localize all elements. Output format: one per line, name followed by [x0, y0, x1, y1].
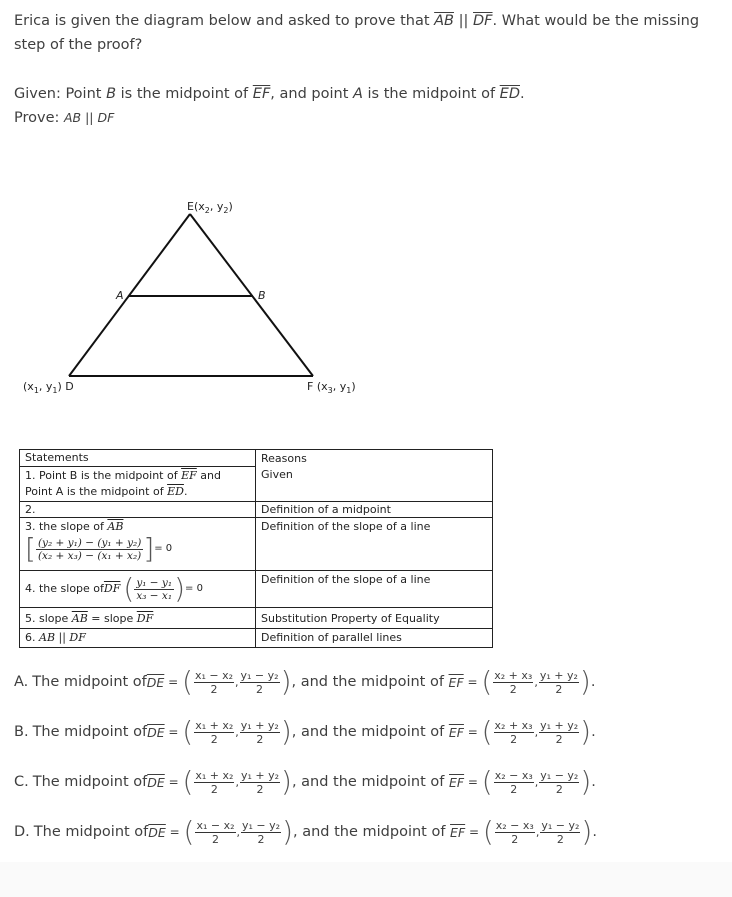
period: . [591, 724, 596, 740]
coord-fraction [539, 669, 579, 696]
right-paren: ) [581, 815, 593, 848]
equals-sign: = [165, 825, 184, 839]
right-paren: ) [579, 665, 591, 698]
proof-table [19, 449, 493, 648]
fraction-numerator: y₁ − y₁ [136, 576, 173, 589]
given-part: Point [60, 86, 107, 102]
fraction-numerator: y₁ − y₂ [541, 818, 580, 832]
table-row [20, 502, 493, 518]
comma: , [534, 675, 538, 689]
midpoint-de [182, 765, 292, 798]
equals-zero: = 0 [185, 583, 203, 594]
coord-fraction [241, 819, 281, 846]
segment-de: $\overline{DE}$ [146, 674, 165, 690]
coord-fraction [539, 719, 579, 746]
segment-ef: $\overline{EF}$ [181, 469, 197, 482]
reason-5: Substitution Property of Equality [256, 608, 493, 629]
fraction-numerator: x₁ + x₂ [195, 768, 234, 782]
point-b: B [106, 86, 117, 102]
choice-text: The midpoint of [32, 674, 147, 690]
given-label: Given: [14, 86, 61, 102]
statement-5-part: = slope [87, 612, 137, 625]
label-d: ($x_1$, $y_1$) D [23, 380, 74, 395]
coord-fraction [495, 819, 535, 846]
segment-de: $\overline{DE}$ [148, 824, 166, 840]
segment-ab: $\overline{AB}$ [71, 612, 88, 625]
reason-4: Definition of the slope of a line [256, 571, 493, 608]
fraction-numerator: y₁ + y₂ [240, 768, 280, 782]
answer-choice-d[interactable] [14, 812, 597, 852]
fraction-numerator: x₁ + x₂ [195, 718, 234, 732]
footer-band [0, 862, 732, 897]
fraction-numerator: x₂ − x₃ [495, 818, 534, 832]
table-row [20, 629, 493, 648]
fraction-numerator: y₁ + y₂ [540, 718, 579, 732]
choice-text: The midpoint of [33, 824, 149, 840]
label-a: A [116, 289, 124, 302]
left-paren: ( [481, 715, 493, 748]
fraction-denominator: 2 [210, 732, 218, 746]
period: . [591, 774, 596, 790]
fraction-denominator: 2 [509, 682, 517, 696]
segment-df: $\overline{DF}$ [103, 582, 121, 595]
segment-ef: $\overline{EF}$ [448, 724, 464, 740]
parallel-symbol: || [458, 13, 469, 29]
equals-sign: = [463, 725, 482, 739]
statement-6 [20, 629, 256, 648]
fraction-numerator: x₁ − x₂ [196, 818, 235, 832]
fraction-denominator: 2 [256, 682, 264, 696]
fraction-denominator: 2 [256, 782, 264, 796]
equals-zero: = 0 [154, 543, 173, 554]
fraction-numerator: x₂ + x₃ [494, 668, 533, 682]
point-a: A [353, 86, 363, 102]
segment-ef: $\overline{EF}$ [450, 824, 466, 840]
fraction-denominator: (x₂ + x₃) − (x₁ + x₂) [37, 549, 142, 562]
coord-fraction [195, 819, 235, 846]
answer-choice-a[interactable] [14, 662, 595, 702]
header-reasons: Reasons [261, 452, 307, 465]
comma: , [235, 775, 239, 789]
choice-letter: D. [14, 824, 30, 840]
fraction-denominator: 2 [555, 782, 563, 796]
comma: , [534, 725, 539, 739]
reason-6: Definition of parallel lines [256, 629, 493, 648]
segment-ab: $\overline{AB}$ [434, 13, 455, 29]
given-part: is the midpoint of [362, 86, 500, 102]
label-e: $E(x_2$, $y_2$) [187, 200, 233, 215]
parallel-statement: AB || DF [39, 631, 86, 644]
left-paren: ( [182, 715, 194, 748]
coord-fraction [194, 719, 234, 746]
question-part: Erica is given the diagram below and asked to prove that [14, 13, 435, 29]
choice-text: The midpoint of [32, 774, 148, 790]
segment-ef: $\overline{EF}$ [448, 674, 464, 690]
segment-df: $\overline{DF}$ [136, 612, 154, 625]
right-paren: ) [174, 572, 186, 605]
fraction-numerator: y₁ + y₂ [240, 718, 279, 732]
slope-df-fraction [134, 577, 174, 602]
choice-text: , and the midpoint of [291, 774, 449, 790]
statement-1-part: 1. Point B is the midpoint of [25, 469, 182, 482]
table-row [20, 571, 493, 608]
period: . [590, 674, 596, 690]
comma: , [534, 775, 539, 789]
coord-fraction [494, 719, 534, 746]
statement-1-part: and Point A is the midpoint of [25, 469, 221, 498]
choice-text: , and the midpoint of [291, 724, 449, 740]
midpoint-ef [481, 765, 592, 798]
segment-ed: $\overline{ED}$ [167, 485, 184, 498]
reason-3: Definition of the slope of a line [256, 518, 493, 571]
right-paren: ) [281, 765, 292, 798]
comma: , [235, 675, 239, 689]
midpoint-ef [481, 715, 592, 748]
fraction-denominator: 2 [511, 832, 519, 846]
choice-letter: C. [14, 774, 29, 790]
midpoint-ef [482, 815, 593, 848]
coord-fraction [240, 769, 280, 796]
statement-6-part: 6. [25, 631, 39, 644]
coord-fraction [493, 669, 533, 696]
fraction-numerator: y₁ − y₂ [242, 818, 281, 832]
right-paren: ) [580, 765, 592, 798]
given-part: , and point [270, 86, 353, 102]
comma: , [535, 825, 540, 839]
segment-de: $\overline{DE}$ [147, 724, 165, 740]
equals-sign: = [465, 825, 483, 839]
segment-ef: $\overline{EF}$ [252, 86, 271, 102]
table-row [20, 518, 493, 571]
fraction-denominator: 2 [555, 732, 563, 746]
segment-ef: $\overline{EF}$ [449, 774, 465, 790]
fraction-numerator: x₂ + x₃ [494, 718, 533, 732]
right-paren: ) [282, 815, 293, 848]
fraction-numerator: x₁ − x₂ [194, 668, 233, 682]
table-row [20, 608, 493, 629]
triangle-diagram [0, 190, 400, 400]
fraction-denominator: 2 [211, 832, 219, 846]
fraction-denominator: 2 [256, 732, 264, 746]
right-bracket: ] [143, 532, 155, 565]
period: . [592, 824, 597, 840]
question-text [14, 9, 722, 57]
midpoint-de [182, 665, 292, 698]
statement-3 [20, 518, 256, 571]
choice-text: The midpoint of [32, 724, 148, 740]
label-f: F ($x_3$, $y_1$) [307, 380, 356, 395]
left-paren: ( [182, 765, 194, 798]
slope-ab-fraction [36, 537, 143, 562]
left-paren: ( [481, 765, 493, 798]
midpoint-de [182, 715, 292, 748]
comma: , [236, 825, 240, 839]
fraction-denominator: 2 [555, 682, 563, 696]
right-paren: ) [280, 665, 292, 698]
statement-4-part: 4. the slope of [25, 582, 104, 595]
prove-statement: AB || DF [64, 110, 115, 125]
answer-choice-b[interactable] [14, 712, 596, 752]
left-bracket: [ [25, 532, 36, 565]
left-paren: ( [123, 572, 135, 605]
fraction-denominator: 2 [257, 832, 265, 846]
coord-fraction [240, 669, 280, 696]
choice-letter: B. [14, 724, 29, 740]
fraction-denominator: 2 [556, 832, 564, 846]
equals-sign: = [164, 725, 183, 739]
equals-sign: = [164, 775, 183, 789]
statement-4 [20, 571, 256, 608]
left-paren: ( [182, 665, 193, 698]
fraction-numerator: y₁ − y₂ [540, 768, 579, 782]
table-row [20, 450, 493, 467]
segment-df: $\overline{DF}$ [473, 13, 493, 29]
fraction-numerator: y₁ + y₂ [539, 668, 578, 682]
coord-fraction [194, 769, 234, 796]
given-block [14, 82, 525, 130]
fraction-denominator: x₃ − x₁ [136, 589, 173, 602]
statement-5 [20, 608, 256, 629]
coord-fraction [494, 769, 534, 796]
reason-2: Definition of a midpoint [256, 502, 493, 518]
given-part: is the midpoint of [116, 86, 253, 102]
fraction-numerator: y₁ − y₂ [240, 668, 279, 682]
header-statements: Statements [20, 450, 256, 467]
fraction-denominator: 2 [210, 682, 218, 696]
coord-fraction [540, 819, 580, 846]
statement-2-blank: 2. [20, 502, 256, 518]
fraction-denominator: 2 [210, 782, 218, 796]
choice-letter: A. [14, 674, 29, 690]
segment-de: $\overline{DE}$ [147, 774, 165, 790]
fraction-denominator: 2 [510, 782, 518, 796]
fraction-denominator: 2 [510, 732, 518, 746]
left-paren: ( [482, 815, 494, 848]
left-paren: ( [183, 815, 195, 848]
statement-1 [20, 467, 256, 502]
fraction-numerator: x₂ − x₃ [494, 768, 533, 782]
prove-line [14, 106, 525, 130]
answer-choice-c[interactable] [14, 762, 596, 802]
segment-ab: $\overline{AB}$ [107, 520, 124, 533]
coord-fraction [240, 719, 280, 746]
comma: , [235, 725, 239, 739]
right-paren: ) [580, 715, 592, 748]
left-paren: ( [481, 665, 493, 698]
equals-sign: = [464, 775, 482, 789]
coord-fraction [194, 669, 234, 696]
prove-label: Prove: [14, 110, 60, 126]
midpoint-ef [481, 665, 591, 698]
reason-1: Given [261, 468, 293, 481]
given-line [14, 82, 525, 106]
given-part: . [520, 86, 525, 102]
choice-text: , and the midpoint of [291, 674, 449, 690]
coord-fraction [539, 769, 579, 796]
statement-5-part: 5. slope [25, 612, 72, 625]
equals-sign: = [463, 675, 482, 689]
equals-sign: = [164, 675, 182, 689]
segment-ed: $\overline{ED}$ [499, 86, 520, 102]
right-paren: ) [280, 715, 292, 748]
choice-text: , and the midpoint of [293, 824, 451, 840]
statement-3-part: 3. the slope of [25, 520, 108, 533]
statement-1-part: . [183, 485, 188, 498]
label-b: B [258, 289, 266, 302]
midpoint-de [183, 815, 294, 848]
question-part: . What would be the missing step of the proof? [14, 13, 700, 53]
reasons-cell [256, 450, 493, 502]
fraction-numerator: (y₂ + y₁) − (y₁ + y₂) [37, 536, 142, 549]
